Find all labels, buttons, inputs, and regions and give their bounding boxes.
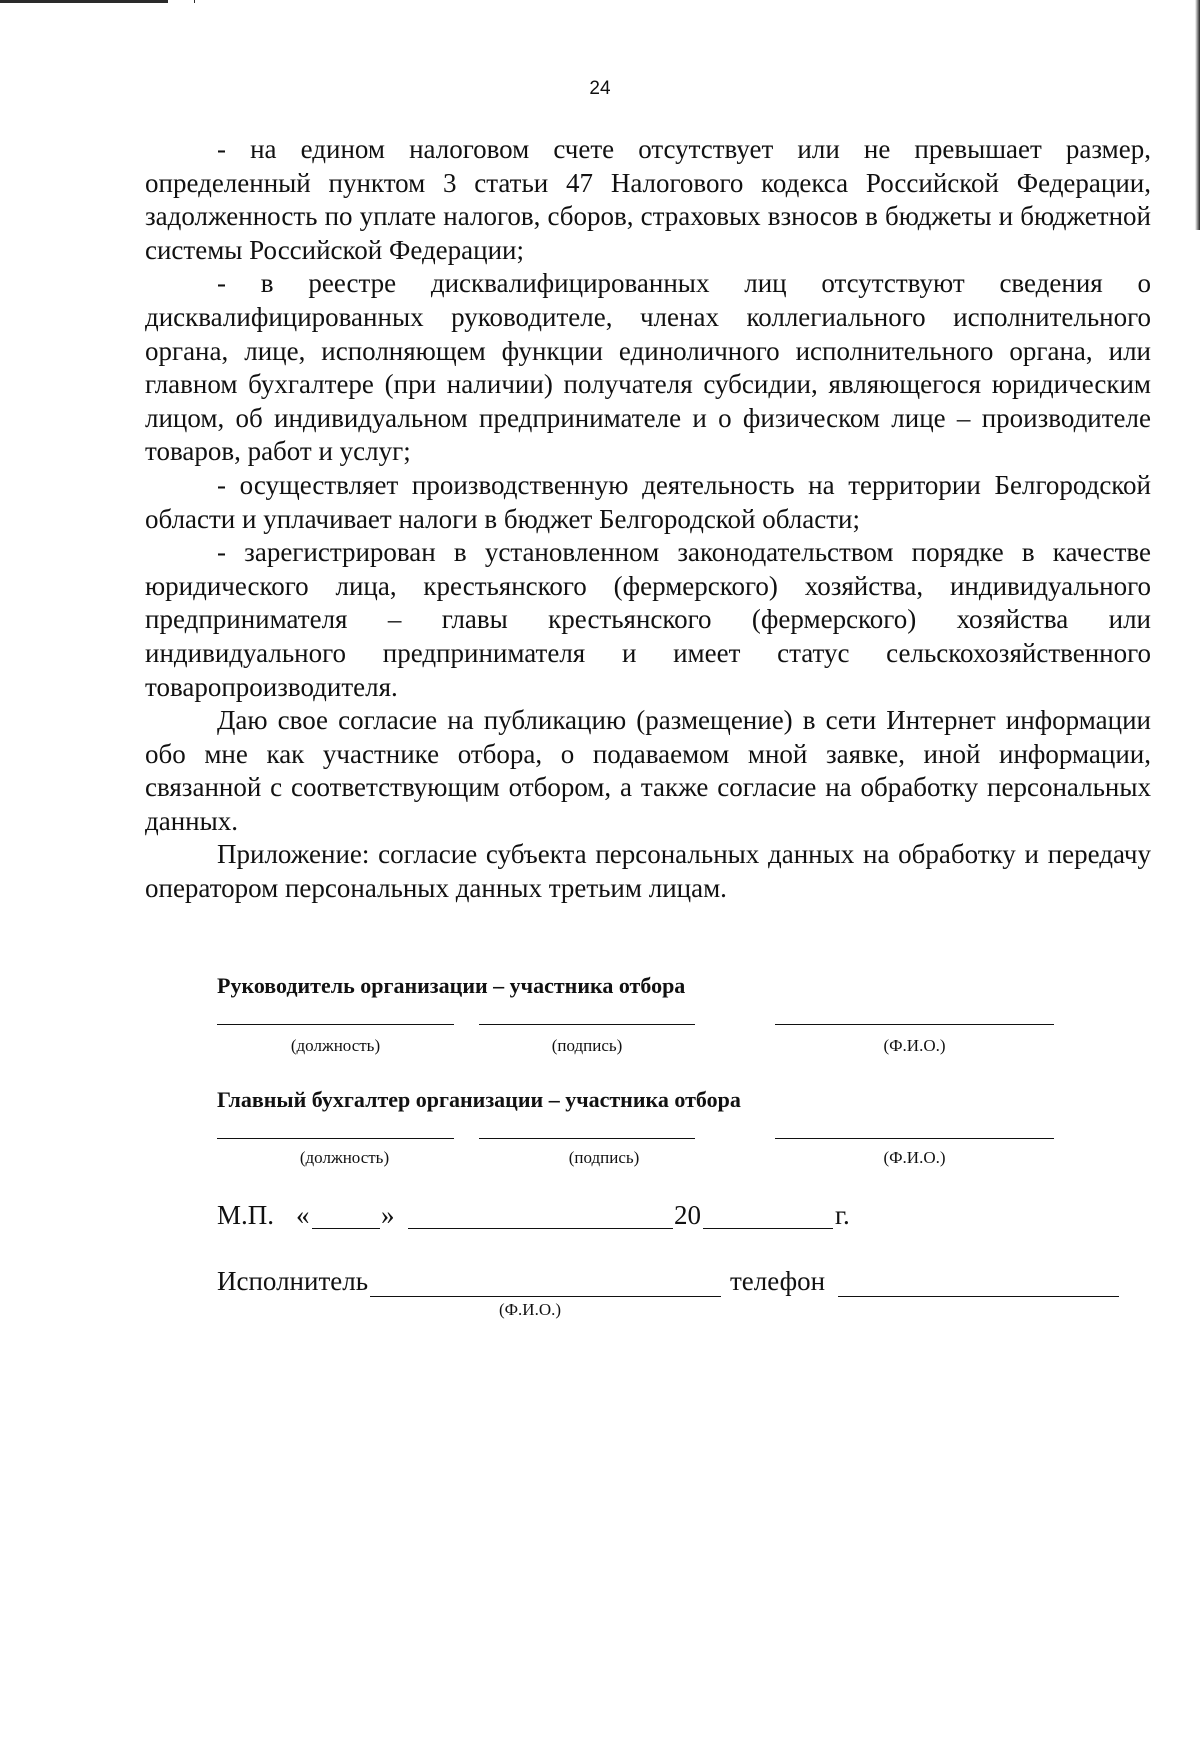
- accountant-name-caption: (Ф.И.О.): [883, 1148, 946, 1167]
- accountant-name-line[interactable]: [775, 1138, 1054, 1139]
- executor-label: Исполнитель: [217, 1266, 369, 1296]
- date-year-suffix: г.: [835, 1200, 850, 1230]
- accountant-signature-caption: (подпись): [568, 1148, 640, 1167]
- stamp-label: М.П.: [217, 1200, 275, 1230]
- accountant-position-line[interactable]: [217, 1138, 454, 1139]
- paragraph-tax-debt: - на едином налоговом счете отсутствует или не превышает размер, определенный пунктом 3 статьи 47 Налогового кодекса Российской Федерации, задолженность по уплате налогов, сборов, страховых взносов в бюджеты и бюджетной системы Российской Федерации;: [145, 134, 1151, 265]
- head-signature-title: Руководитель организации – участника отбора: [217, 973, 686, 998]
- head-name-caption: (Ф.И.О.): [883, 1036, 946, 1055]
- accountant-position-caption: (должность): [299, 1148, 390, 1167]
- paragraph-disqualified-registry: - в реестре дисквалифицированных лиц отсутствуют сведения о дисквалифицированных руководителе, членах коллегиального исполнительного органа, лице, исполняющем функции единоличного исполнительного органа, или главном бухгалтере (при наличии) получателя субсидии, являющегося юридическим лицом, об индивидуальном предпринимателе и о физическом лице – производителе товаров, работ и услуг;: [145, 268, 1151, 467]
- paragraph-publication-consent: Даю свое согласие на публикацию (размещение) в сети Интернет информации обо мне как участнике отбора, о подаваемом мной заявке, иной информации, связанной с соответствующим отбором, а также согласие на обработку персональных данных.: [145, 705, 1151, 836]
- paragraph-production-activity: - осуществляет производственную деятельность на территории Белгородской области и уплачивает налоги в бюджет Белгородской области;: [145, 469, 1151, 534]
- executor-name-caption: (Ф.И.О.): [498, 1300, 562, 1319]
- date-month-line[interactable]: [408, 1228, 673, 1229]
- head-position-caption: (должность): [290, 1036, 381, 1055]
- date-open-quote: «: [296, 1200, 310, 1230]
- head-name-line[interactable]: [775, 1024, 1054, 1025]
- date-day-line[interactable]: [312, 1228, 380, 1229]
- phone-line[interactable]: [838, 1296, 1119, 1297]
- date-year-line[interactable]: [703, 1228, 833, 1229]
- head-signature-line[interactable]: [479, 1024, 695, 1025]
- phone-label: телефон: [730, 1266, 826, 1296]
- paragraph-registration: - зарегистрирован в установленном законодательством порядке в качестве юридического лица, крестьянского (фермерского) хозяйства, индивидуального предпринимателя – главы крестьянского (фермерского) хозяйства или индивидуального предпринимателя и имеет статус сельскохозяйственного товаропроизводителя.: [145, 537, 1151, 702]
- page-number: 24: [589, 78, 611, 99]
- accountant-signature-title: Главный бухгалтер организации – участника отбора: [217, 1087, 741, 1112]
- paragraph-attachment: Приложение: согласие субъекта персональных данных на обработку и передачу оператором персональных данных третьим лицам.: [145, 839, 1151, 904]
- date-close-quote: »: [381, 1200, 395, 1230]
- executor-name-line[interactable]: [370, 1296, 721, 1297]
- date-year-prefix: 20: [674, 1200, 701, 1230]
- head-signature-caption: (подпись): [551, 1036, 623, 1055]
- head-position-line[interactable]: [217, 1024, 454, 1025]
- accountant-signature-line[interactable]: [479, 1138, 695, 1139]
